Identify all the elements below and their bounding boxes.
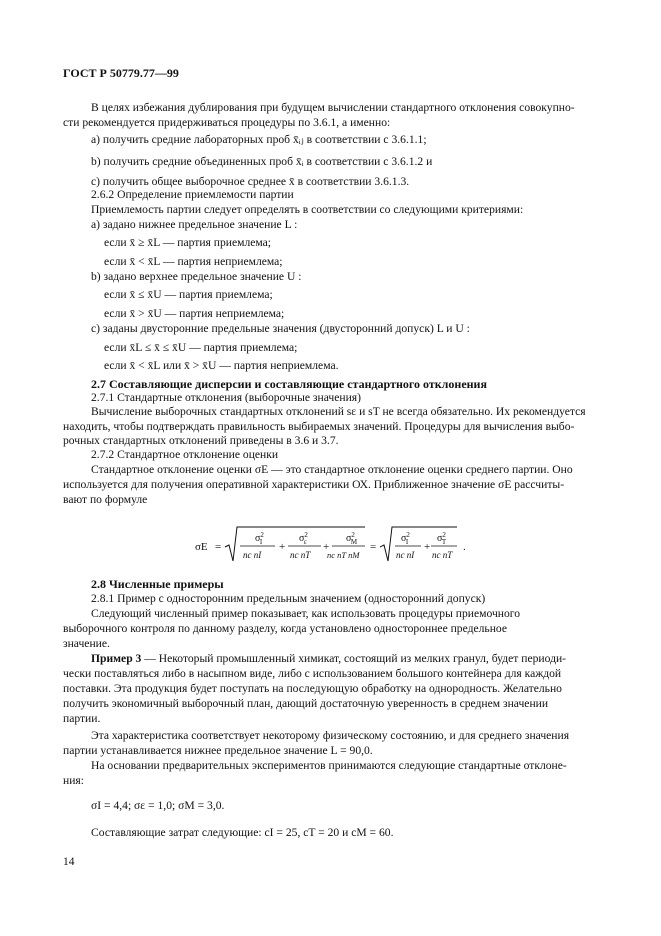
formula-lhs: σE	[195, 541, 208, 553]
term-numerator: $\sigma^2$ T	[437, 531, 447, 546]
term-denominator: nc nI	[396, 550, 415, 560]
plus-sign: +	[279, 541, 286, 553]
paragraph-line: поставки. Эта продукция будет поступать на последующую обработку на однородность. Желательно	[63, 682, 562, 695]
plus-sign: +	[323, 541, 330, 553]
subsection-heading: 2.7.2 Стандартное отклонение оценки	[91, 448, 279, 461]
term-denominator: nc nT	[432, 550, 453, 560]
paragraph-line: выборочного контроля по данному разделу, когда установлено одностороннее предельное	[63, 622, 508, 635]
paragraph-line: В целях избежания дублирования при будущем вычислении стандартного отклонения совокупно-	[91, 101, 575, 114]
section-heading: 2.7 Составляющие дисперсии и составляющие стандартного отклонения	[91, 377, 487, 391]
criterion-line: если x̄ < x̄L или x̄ > x̄U — партия неприемлема.	[104, 359, 339, 372]
list-item: c) заданы двусторонние предельные значения (двусторонний допуск) L и U :	[91, 322, 470, 335]
term-denominator: nc nT nM	[327, 550, 360, 560]
example-text: — Некоторый промышленный химикат, состоящий из мелких гранул, будет периоди-	[141, 652, 567, 665]
paragraph-line: используется для получения оперативной характеристики ОХ. Приближенное значение σE рассчиты-	[63, 478, 565, 491]
example-label: Пример 3	[91, 652, 142, 665]
paragraph-line: На основании предварительных экспериментов принимаются следующие стандартные отклоне-	[91, 759, 567, 772]
criterion-line: если x̄ > x̄U — партия неприемлема;	[104, 307, 285, 320]
criterion-line: если x̄ ≥ x̄L — партия приемлема;	[104, 236, 272, 249]
paragraph-line: сти рекомендуется придерживаться процедуры по 3.6.1, а именно:	[63, 116, 391, 129]
paragraph-line: чески поставляться либо в насыпном виде, либо с использованием большого контейнера для каждой	[63, 667, 562, 680]
criterion-line: если x̄ ≤ x̄U — партия приемлема;	[104, 288, 273, 301]
criterion-line: если x̄L ≤ x̄ ≤ x̄U — партия приемлема;	[104, 341, 298, 354]
formula-equals: =	[215, 541, 222, 553]
page-number: 14	[63, 856, 75, 868]
section-heading: 2.8 Численные примеры	[91, 577, 224, 591]
paragraph-line: получить экономичный выборочный план, дающий достаточную уверенность в среднем значении	[63, 697, 549, 710]
sigma-values-line: σI = 4,4; σε = 1,0; σM = 3,0.	[91, 799, 225, 812]
cost-components-line: Составляющие затрат следующие: cI = 25, cT = 20 и cM = 60.	[91, 826, 394, 839]
criterion-line: если x̄ < x̄L — партия неприемлема;	[104, 255, 283, 268]
term-numerator: $\sigma^2$ I	[255, 531, 264, 546]
term-numerator: $\sigma^2$ I	[401, 531, 410, 546]
list-item: а) задано нижнее предельное значение L :	[91, 218, 298, 231]
list-item: а) получить средние лабораторных проб x̄ᵢⱼ в соответствии с 3.6.1.1;	[91, 133, 427, 146]
term-numerator: $\sigma^2$ ε	[299, 531, 308, 546]
paragraph-line: Стандартное отклонение оценки σE — это стандартное отклонение оценки среднего партии. Оно	[91, 463, 573, 476]
paragraph-line: находить, чтобы подтверждать правильность выбираемых значений. Процедуры для вычисления выбо-	[63, 420, 575, 433]
term-numerator: $\sigma^2$ M	[346, 531, 358, 546]
sigma-e-formula	[195, 525, 485, 567]
paragraph-line: Приемлемость партии следует определять в соответствии со следующими критериями:	[91, 203, 524, 216]
subsection-heading: 2.6.2 Определение приемлемости партии	[91, 188, 294, 201]
paragraph-line: Вычисление выборочных стандартных отклонений sε и sT не всегда обязательно. Их рекомендуется	[91, 405, 586, 418]
formula-equals: =	[370, 541, 377, 553]
example-paragraph	[91, 652, 566, 666]
paragraph-line: ния:	[63, 774, 84, 787]
paragraph-line: Эта характеристика соответствует некоторому физическому состоянию, и для среднего значения	[91, 729, 570, 742]
term-denominator: nc nT	[290, 550, 311, 560]
list-item: c) получить общее выборочное среднее x̄ в соответствии 3.6.1.3.	[91, 175, 410, 188]
term-denominator: nc nI	[243, 550, 262, 560]
paragraph-line: вают по формуле	[63, 493, 148, 506]
formula-period: .	[463, 541, 466, 553]
subsection-heading: 2.8.1 Пример с односторонним предельным значением (односторонний допуск)	[91, 592, 486, 605]
paragraph-line: значение.	[63, 637, 110, 650]
plus-sign: +	[424, 541, 431, 553]
paragraph-line: партии.	[63, 712, 101, 725]
list-item: b) получить средние объединенных проб x̄ᵢ в соответствии с 3.6.1.2 и	[91, 155, 433, 168]
standard-header: ГОСТ Р 50779.77—99	[63, 66, 179, 80]
paragraph-line: партии устанавливается нижнее предельное значение L = 90,0.	[63, 744, 373, 757]
subsection-heading: 2.7.1 Стандартные отклонения (выборочные значения)	[91, 391, 361, 404]
list-item: b) задано верхнее предельное значение U :	[91, 270, 302, 283]
paragraph-line: Следующий численный пример показывает, как использовать процедуры приемочного	[91, 607, 521, 620]
paragraph-line: рочных стандартных отклонений приведены в 3.6 и 3.7.	[63, 434, 339, 447]
